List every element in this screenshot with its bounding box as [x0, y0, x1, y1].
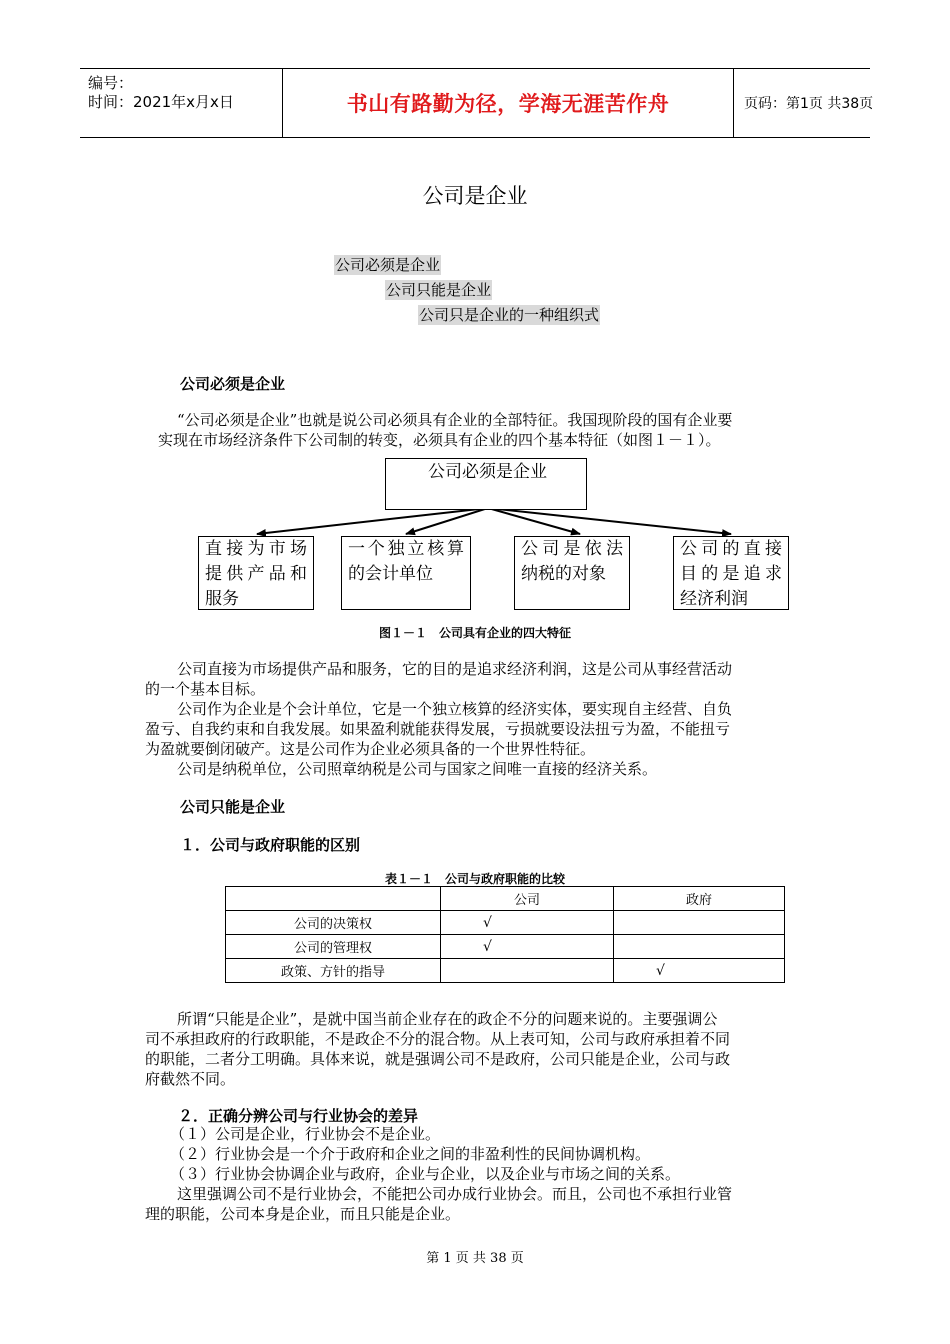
diagram-box-text: 纳税的对象 [521, 564, 606, 584]
diagram-top-label: 公司必须是企业 [428, 462, 547, 482]
page-title: 公司是企业 [422, 184, 528, 208]
diagram-box-text: 公司的直接 [680, 539, 782, 559]
section1-heading: 公司必须是企业 [180, 375, 286, 393]
section1-intro-line1: “公司必须是企业”也就是说公司必须具有企业的全部特征。我国现阶段的国有企业要 [177, 411, 733, 429]
table-row [226, 959, 785, 983]
diagram-box-text: 的会计单位 [348, 564, 433, 584]
table-cell-company: √ [441, 911, 614, 935]
section2-para-line1: 所谓“只能是企业”，是就中国当前企业存在的政企不分的问题来说的。主要强调公 [177, 1010, 718, 1028]
table-cell-government [614, 935, 785, 959]
toc-item-3[interactable]: 公司只是企业的一种组织式 [419, 306, 600, 324]
table-cell-company: √ [441, 935, 614, 959]
comparison-table [225, 886, 785, 983]
section2-final-line2: 理的职能，公司本身是企业，而且只能是企业。 [145, 1205, 461, 1223]
diagram-box-4 [673, 536, 789, 610]
document-number-label: 编号： [88, 74, 134, 92]
header-motto: 书山有路勤为径，学海无涯苦作舟 [346, 92, 670, 116]
section2-final-line1: 这里强调公司不是行业协会，不能把公司办成行业协会。而且，公司也不承担行业管 [177, 1185, 733, 1203]
table-row [226, 935, 785, 959]
diagram-box-3 [514, 536, 630, 610]
page-footer: 第 1 页 共 38 页 [426, 1251, 524, 1266]
toc-item-1[interactable]: 公司必须是企业 [335, 256, 441, 274]
table-corner-cell [226, 887, 441, 911]
arrow-to-box-4 [488, 508, 731, 534]
diagram-top-box [385, 458, 587, 510]
table-cell-company [441, 959, 614, 983]
arrow-to-box-3 [488, 508, 580, 534]
document-date: 时间：2021年x月x日 [88, 93, 234, 111]
section2-subheading-2: ２．正确分辨公司与行业协会的差异 [178, 1107, 419, 1125]
header-page-info: 页码：第1页 共38页 [744, 96, 874, 112]
table-cell-government: √ [614, 959, 785, 983]
diagram-box-2 [341, 536, 471, 610]
figure-caption: 图１－１ 公司具有企业的四大特征 [378, 626, 571, 640]
list-item-3: （３）行业协会协调企业与政府，企业与企业，以及企业与市场之间的关系。 [170, 1165, 681, 1183]
section2-para-line3: 的职能，二者分工明确。具体来说，就是强调公司不是政府，公司只能是企业，公司与政 [145, 1050, 731, 1068]
diagram-box-text: 提供产品和 [205, 564, 307, 584]
section2-heading: 公司只能是企业 [180, 798, 286, 816]
diagram-box-text: 一个独立核算 [348, 539, 464, 559]
toc-item-2[interactable]: 公司只能是企业 [386, 281, 492, 299]
list-item-2: （２）行业协会是一个介于政府和企业之间的非盈利性的民间协调机构。 [170, 1145, 651, 1163]
arrow-to-box-1 [257, 508, 488, 534]
table-cell-government [614, 911, 785, 935]
section1-para2-line1: 公司作为企业是个会计单位，它是一个独立核算的经济实体，要实现自主经营、自负 [177, 700, 733, 718]
table-row [226, 911, 785, 935]
table-header-government: 政府 [614, 887, 785, 911]
section1-para2-line2: 盈亏、自我约束和自我发展。如果盈利就能获得发展，亏损就要设法扭亏为盈，不能扭亏 [145, 720, 731, 738]
diagram-box-text: 服务 [205, 589, 239, 609]
table-row-label: 公司的管理权 [226, 935, 441, 959]
diagram-box-text: 经济利润 [680, 589, 748, 609]
section1-para1-line1: 公司直接为市场提供产品和服务，它的目的是追求经济利润，这是公司从事经营活动 [177, 660, 733, 678]
list-item-1: （１）公司是企业，行业协会不是企业。 [170, 1125, 441, 1143]
section2-para-line2: 司不承担政府的行政职能，不是政企不分的混合物。从上表可知，公司与政府承担着不同 [145, 1030, 731, 1048]
diagram-box-1 [198, 536, 314, 610]
section1-para1-line2: 的一个基本目标。 [145, 680, 266, 698]
diagram-arrows [0, 0, 950, 640]
table-row-label: 公司的决策权 [226, 911, 441, 935]
table-row-label: 政策、方针的指导 [226, 959, 441, 983]
table-header-company: 公司 [441, 887, 614, 911]
section1-para3: 公司是纳税单位，公司照章纳税是公司与国家之间唯一直接的经济关系。 [177, 760, 658, 778]
section2-subheading-1: １．公司与政府职能的区别 [180, 836, 361, 854]
section1-para2-line3: 为盈就要倒闭破产。这是公司作为企业必须具备的一个世界性特征。 [145, 740, 596, 758]
section1-intro-line2: 实现在市场经济条件下公司制的转变，必须具有企业的四个基本特征（如图１－１）。 [158, 431, 721, 449]
diagram-box-text: 目的是追求 [680, 564, 782, 584]
diagram-box-text: 公司是依法 [521, 539, 623, 559]
section2-para-line4: 府截然不同。 [145, 1070, 236, 1088]
table-caption: 表１－１ 公司与政府职能的比较 [384, 872, 565, 886]
table-header-row [226, 887, 785, 911]
diagram-box-text: 直接为市场 [205, 539, 307, 559]
